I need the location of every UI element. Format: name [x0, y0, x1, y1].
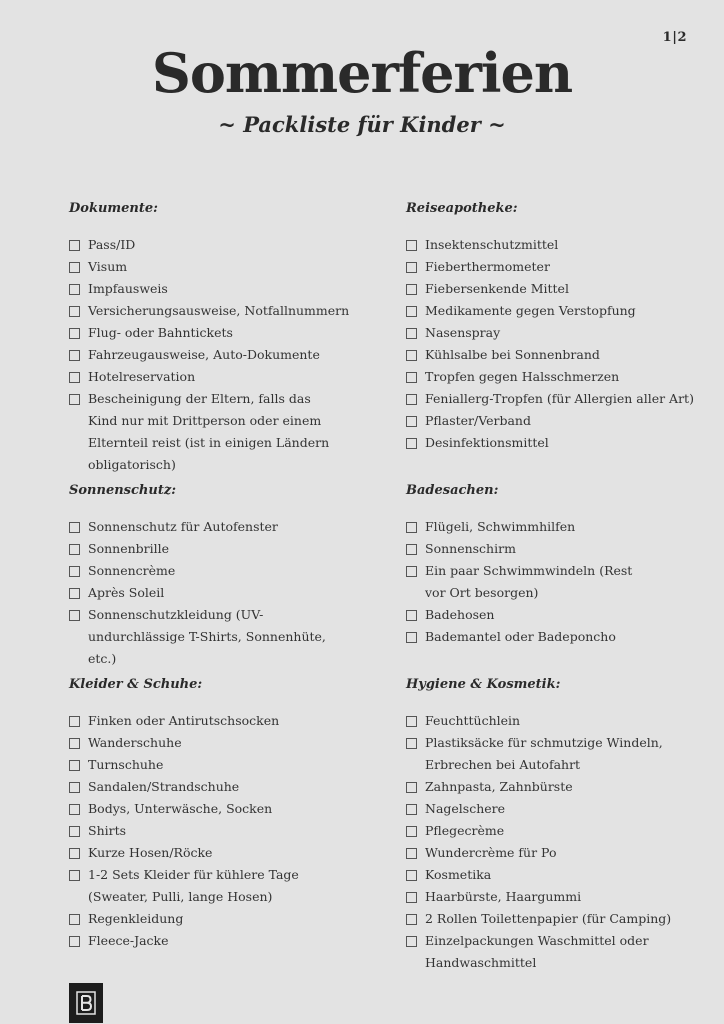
item-label: Haarbürste, Haargummi: [425, 889, 582, 904]
checklist-item[interactable]: [69, 604, 350, 670]
section-sonnenschutz: [69, 483, 359, 670]
checklist-item[interactable]: [69, 754, 359, 776]
checkbox[interactable]: [69, 610, 80, 621]
checklist-item[interactable]: [69, 538, 359, 560]
checklist-item[interactable]: [69, 732, 359, 754]
checklist-item[interactable]: [406, 432, 706, 454]
checkbox[interactable]: [69, 782, 80, 793]
item-label: Badehosen: [425, 607, 495, 622]
item-label: Fleece-Jacke: [88, 933, 169, 948]
checkbox[interactable]: [69, 760, 80, 771]
checkbox[interactable]: [69, 588, 80, 599]
item-label: Kosmetika: [425, 867, 492, 882]
item-label: Fieberthermometer: [425, 259, 550, 274]
checkbox[interactable]: [69, 328, 80, 339]
checklist-item[interactable]: [69, 710, 359, 732]
item-label: Fahrzeugausweise, Auto-Dokumente: [88, 347, 320, 362]
brand-logo: [69, 983, 103, 1023]
item-label: Bademantel oder Badeponcho: [425, 629, 616, 644]
checklist: [69, 516, 359, 670]
item-label: Ein paar Schwimmwindeln (Rest vor Ort besorgen): [425, 563, 633, 600]
section-badesachen: [406, 483, 646, 648]
section-hygiene-kosmetik: [406, 677, 676, 974]
checklist-item[interactable]: [406, 798, 676, 820]
checklist-item[interactable]: [406, 344, 706, 366]
checkbox[interactable]: [406, 438, 417, 449]
checklist-item[interactable]: [69, 300, 369, 322]
checkbox[interactable]: [406, 914, 417, 925]
checklist-item[interactable]: [406, 886, 676, 908]
checklist: [406, 710, 676, 974]
item-label: Visum: [88, 259, 128, 274]
section-reiseapotheke: [406, 201, 706, 454]
checkbox[interactable]: [69, 522, 80, 533]
item-label: 2 Rollen Toilettenpapier (für Camping): [425, 911, 672, 926]
checklist-item[interactable]: [406, 388, 706, 410]
checkbox[interactable]: [406, 372, 417, 383]
checkbox[interactable]: [406, 892, 417, 903]
checkbox[interactable]: [69, 848, 80, 859]
checklist-item[interactable]: [69, 864, 350, 908]
checklist: [69, 710, 359, 952]
checkbox[interactable]: [69, 306, 80, 317]
checkbox[interactable]: [406, 284, 417, 295]
checkbox[interactable]: [69, 240, 80, 251]
checklist-item[interactable]: [406, 516, 646, 538]
item-label: Hotelreservation: [88, 369, 196, 384]
checkbox[interactable]: [406, 544, 417, 555]
section-heading: Reiseapotheke:: [406, 201, 518, 216]
checklist-item[interactable]: [69, 256, 369, 278]
item-label: Après Soleil: [88, 585, 165, 600]
checklist-item[interactable]: [69, 908, 359, 930]
checklist-item[interactable]: [406, 732, 665, 776]
item-label: Sonnenschirm: [425, 541, 516, 556]
item-label: Tropfen gegen Halsschmerzen: [425, 369, 620, 384]
checklist-item[interactable]: [69, 820, 359, 842]
item-label: Regenkleidung: [88, 911, 184, 926]
checklist-item[interactable]: [406, 604, 646, 626]
checklist-item[interactable]: [406, 366, 706, 388]
checkbox[interactable]: [69, 394, 80, 405]
checkbox[interactable]: [69, 262, 80, 273]
checkbox[interactable]: [69, 284, 80, 295]
checkbox[interactable]: [69, 716, 80, 727]
checkbox[interactable]: [69, 914, 80, 925]
checkbox[interactable]: [406, 394, 417, 405]
item-label: Pflaster/Verband: [425, 413, 531, 428]
checkbox[interactable]: [406, 936, 417, 947]
checklist-item[interactable]: [69, 842, 359, 864]
checkbox[interactable]: [69, 544, 80, 555]
checklist-item[interactable]: [69, 344, 369, 366]
checklist-item[interactable]: [406, 300, 706, 322]
checklist: [406, 516, 646, 648]
item-label: Kühlsalbe bei Sonnenbrand: [425, 347, 600, 362]
checkbox[interactable]: [69, 826, 80, 837]
checkbox[interactable]: [406, 738, 417, 749]
page-subtitle: ~ Packliste für Kinder ~: [218, 112, 506, 137]
item-label: Pflegecrème: [425, 823, 505, 838]
checklist-item[interactable]: [69, 582, 359, 604]
item-label: Bodys, Unterwäsche, Socken: [88, 801, 273, 816]
checklist-item[interactable]: [406, 820, 676, 842]
item-label: Fiebersenkende Mittel: [425, 281, 569, 296]
checkbox[interactable]: [406, 716, 417, 727]
item-label: Versicherungsausweise, Notfallnummern: [88, 303, 350, 318]
checkbox[interactable]: [69, 936, 80, 947]
section-heading: Dokumente:: [69, 201, 158, 216]
checkbox[interactable]: [406, 870, 417, 881]
item-label: Zahnpasta, Zahnbürste: [425, 779, 573, 794]
item-label: Sonnenschutzkleidung (UV-undurchlässige T-Shirts, Sonnenhüte, etc.): [88, 607, 326, 666]
item-label: Wanderschuhe: [88, 735, 182, 750]
item-label: Sonnenschutz für Autofenster: [88, 519, 278, 534]
checklist-item[interactable]: [69, 798, 359, 820]
item-label: Sonnencrème: [88, 563, 176, 578]
checklist-item[interactable]: [69, 234, 369, 256]
checkbox[interactable]: [406, 826, 417, 837]
item-label: Einzelpackungen Waschmittel oder Handwaschmittel: [425, 933, 649, 970]
item-label: Sonnenbrille: [88, 541, 170, 556]
section-dokumente: [69, 201, 369, 476]
checklist-item[interactable]: [406, 538, 646, 560]
item-label: Finken oder Antirutschsocken: [88, 713, 280, 728]
section-heading: Sonnenschutz:: [69, 483, 177, 498]
item-label: Insektenschutzmittel: [425, 237, 559, 252]
checklist-item[interactable]: [406, 710, 676, 732]
checkbox[interactable]: [406, 610, 417, 621]
checklist-item[interactable]: [406, 256, 706, 278]
checklist-item[interactable]: [69, 388, 343, 476]
item-label: Kurze Hosen/Röcke: [88, 845, 213, 860]
item-label: Feuchttüchlein: [425, 713, 521, 728]
checkbox[interactable]: [69, 738, 80, 749]
checklist-item[interactable]: [406, 908, 676, 930]
checklist-item[interactable]: [406, 776, 676, 798]
checkbox[interactable]: [406, 804, 417, 815]
item-label: Feniallerg-Tropfen (für Allergien aller Art): [425, 391, 694, 406]
checklist: [69, 234, 369, 476]
item-label: Nasenspray: [425, 325, 501, 340]
checklist-item[interactable]: [406, 278, 706, 300]
item-label: Pass/ID: [88, 237, 136, 252]
item-label: Plastiksäcke für schmutzige Windeln, Erbrechen bei Autofahrt: [425, 735, 663, 772]
checkbox[interactable]: [406, 350, 417, 361]
item-label: Desinfektionsmittel: [425, 435, 549, 450]
section-heading: Hygiene & Kosmetik:: [406, 677, 561, 692]
logo-icon: [75, 990, 97, 1016]
checklist-item[interactable]: [69, 516, 359, 538]
item-label: Shirts: [88, 823, 127, 838]
checkbox[interactable]: [406, 566, 417, 577]
checklist-item[interactable]: [406, 930, 650, 974]
checkbox[interactable]: [69, 804, 80, 815]
checkbox[interactable]: [406, 632, 417, 643]
checkbox[interactable]: [406, 240, 417, 251]
checklist-item[interactable]: [69, 322, 369, 344]
checkbox[interactable]: [69, 372, 80, 383]
section-kleider-schuhe: [69, 677, 359, 952]
checkbox[interactable]: [406, 848, 417, 859]
item-label: Impfausweis: [88, 281, 168, 296]
checklist-item[interactable]: [69, 560, 359, 582]
item-label: Sandalen/Strandschuhe: [88, 779, 240, 794]
checklist-item[interactable]: [406, 322, 706, 344]
section-heading: Kleider & Schuhe:: [69, 677, 203, 692]
item-label: Bescheinigung der Eltern, falls das Kind nur mit Drittperson oder einem Elternteil reist (ist in einigen Ländern obligatorisch): [88, 391, 330, 472]
checklist-item[interactable]: [69, 278, 369, 300]
checklist-item[interactable]: [406, 864, 676, 886]
checkbox[interactable]: [406, 306, 417, 317]
checkbox[interactable]: [406, 328, 417, 339]
checklist: [406, 234, 706, 454]
checklist-item[interactable]: [69, 776, 359, 798]
checkbox[interactable]: [406, 416, 417, 427]
checkbox[interactable]: [406, 522, 417, 533]
checklist-item[interactable]: [406, 234, 706, 256]
item-label: Nagelschere: [425, 801, 506, 816]
item-label: Flügeli, Schwimmhilfen: [425, 519, 576, 534]
item-label: Wundercrème für Po: [425, 845, 557, 860]
item-label: Flug- oder Bahntickets: [88, 325, 233, 340]
checklist-item[interactable]: [406, 626, 646, 648]
page-title: Sommerferien: [151, 41, 573, 105]
checklist-item[interactable]: [69, 930, 359, 952]
checkbox[interactable]: [69, 870, 80, 881]
checkbox[interactable]: [406, 782, 417, 793]
checkbox[interactable]: [69, 566, 80, 577]
item-label: Medikamente gegen Verstopfung: [425, 303, 636, 318]
item-label: Turnschuhe: [88, 757, 164, 772]
checkbox[interactable]: [69, 350, 80, 361]
item-label: 1-2 Sets Kleider für kühlere Tage (Sweater, Pulli, lange Hosen): [88, 867, 299, 904]
section-heading: Badesachen:: [406, 483, 499, 498]
checklist-item[interactable]: [406, 410, 706, 432]
page-number: 1|2: [662, 30, 687, 45]
checklist-item[interactable]: [406, 842, 676, 864]
checklist-item[interactable]: [406, 560, 650, 604]
checkbox[interactable]: [406, 262, 417, 273]
checklist-item[interactable]: [69, 366, 369, 388]
